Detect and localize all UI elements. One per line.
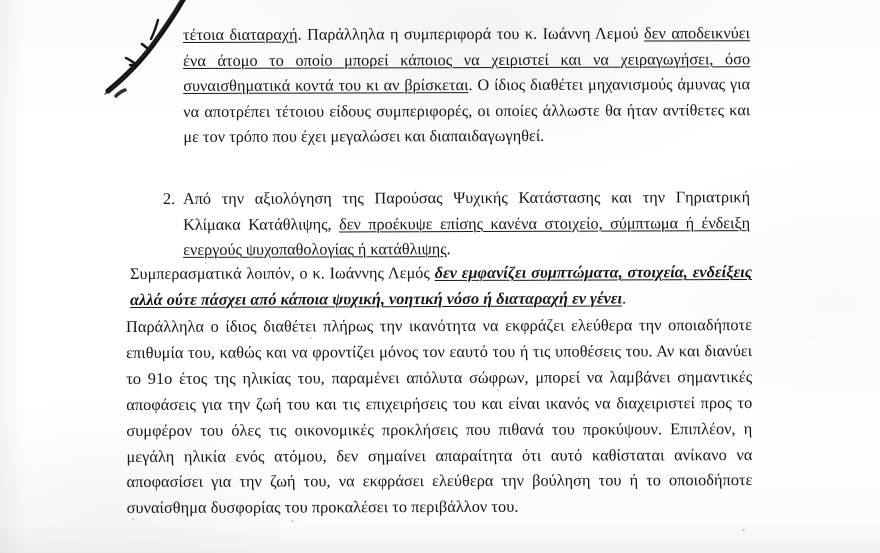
scan-speck	[205, 262, 207, 264]
paragraph-3-run-3: .	[622, 289, 627, 308]
paragraph-block-continuation	[183, 21, 750, 151]
scan-edge-shadow-bottom	[0, 523, 880, 553]
scan-speck	[291, 520, 294, 522]
paragraph-1	[183, 21, 750, 151]
paragraph-1-run-1-underlined: τέτοια διαταραχή	[183, 25, 298, 44]
scan-speck	[310, 337, 312, 339]
scan-speck	[131, 381, 134, 384]
scan-speck	[742, 529, 745, 531]
paragraph-1-run-3-underlined: δεν αποδεικνύει ένα άτομο το οποίο μπορεί κάποιος να χειριστεί και να χειραγωγήσει, όσο συναισθηματικά κοντά του κι αν βρίσκεται	[183, 24, 751, 96]
paragraph-3-run-1: Συμπερασματικά λοιπόν, ο κ. Ιωάννης Λεμός	[130, 264, 435, 283]
scan-speck	[132, 518, 134, 520]
list-item-marker: 2.	[163, 189, 176, 208]
paragraph-3	[130, 260, 752, 314]
paragraph-3-run-2-bold-italic-underlined: δεν εμφανίζει συμπτώματα, στοιχεία, ενδείξεις αλλά ούτε πάσχει από κάποια ψυχική, νοητική νόσο ή διαταραχή εν γένει	[130, 263, 753, 309]
scan-speck	[497, 389, 499, 391]
list-item-2-run-1: Από την αξιολόγηση της Παρούσας Ψυχικής Κατάστασης και την Γηριατρική Κλίμακα Κατάθλιψης,	[183, 188, 751, 234]
paragraph-block-final	[126, 312, 753, 521]
paragraph-4: Παράλληλα ο ίδιος διαθέτει πλήρως την ικανότητα να εκφράζει ελεύθερα την οποιαδήποτε επιθυμία του, καθώς και να φροντίζει μόνος τον εαυτό του ή τις υποθέσεις του. Αν και διανύει το 91ο έτος της ηλικίας του, παραμένει απόλυτα σώφρων, μπορεί να λαμβάνει σημαντικές αποφάσεις για την ζωή του και τις επιχειρήσεις του και είναι ικανός να διαχειριστεί προς το συμφέρον του όλες τις οικονομικές προκλήσεις που πιθανά του προκύψουν. Επιπλέον, η μεγάλη ηλικία ενός ατόμου, δεν σημαίνει απαραίτητα ότι αυτό καθίσταται ανίκανο να αποφασίσει για την ζωή του, να εκφράσει ελεύθερα την βούληση του ή το οποιοδήποτε συναίσθημα δυσφορίας του προκαλέσει το περιβάλλον του.	[126, 315, 753, 518]
list-item-body	[183, 185, 750, 264]
scan-edge-shadow-left	[0, 0, 26, 553]
paragraph-1-run-4: . Ο ίδιος διαθέτει μηχανισμούς άμυνας για να αποτρέπει τέτοιου είδους συμπεριφορές, οι οποίες άλλωστε θα ήταν αντίθετες και με τον τρόπο που έχει μεγαλώσει και διαπαιδαγωγηθεί.	[183, 75, 751, 147]
list-item-2-run-2-underlined: δεν προέκυψε επίσης κανένα στοιχείο, σύμπτωμα ή ένδειξη ενεργούς ψυχοπαθολογίας ή κατάθλιψης	[183, 213, 751, 260]
list-item-2-run-3: .	[446, 240, 451, 259]
paragraph-1-run-2: . Παράλληλα η συμπεριφορά του κ. Ιωάννη Λεμού	[297, 24, 645, 44]
paragraph-block-conclusion	[130, 260, 752, 314]
numbered-list-item-2	[163, 185, 750, 264]
